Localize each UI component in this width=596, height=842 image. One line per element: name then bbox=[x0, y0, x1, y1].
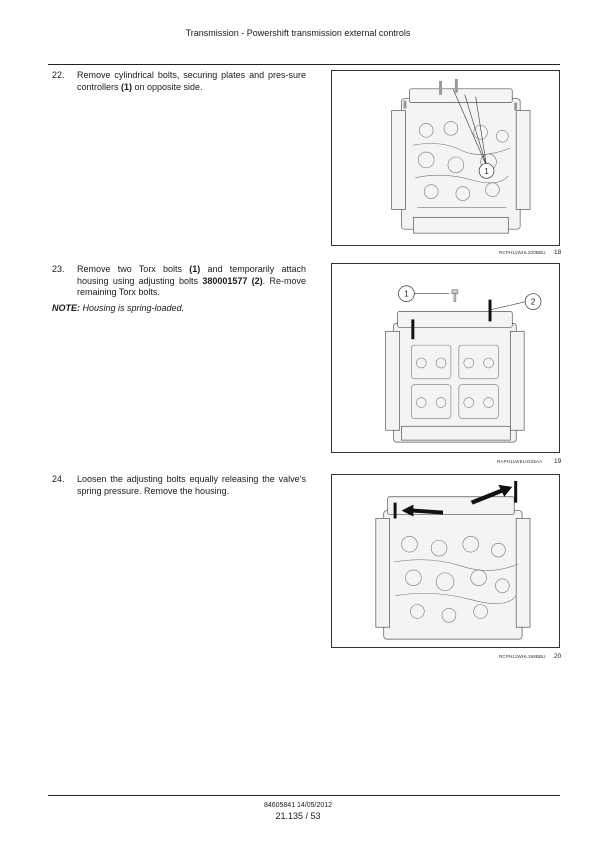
footer-document-reference: 84605841 14/05/2012 bbox=[263, 802, 333, 809]
step-24 bbox=[52, 474, 306, 498]
housing-removal-drawing bbox=[332, 475, 559, 647]
step-text: Remove cylindrical bolts, securing plates and pres-sure controllers (1) on opposite side. bbox=[77, 70, 306, 92]
step-number: 23. bbox=[52, 264, 65, 274]
figure-20-number: 20 bbox=[554, 653, 562, 660]
figure-20-code: RCPH11WHL198BBU bbox=[499, 654, 546, 659]
callout-1-label: 1 bbox=[484, 166, 489, 176]
figure-20-image bbox=[331, 474, 560, 648]
step-text: Loosen the adjusting bolts equally releasing the valve’s spring pressure. Remove the housing. bbox=[77, 474, 306, 496]
note-label: NOTE: bbox=[52, 303, 80, 313]
step-22 bbox=[52, 70, 306, 94]
step-23 bbox=[52, 264, 306, 300]
figure-18-number: 18 bbox=[554, 249, 562, 256]
transmission-housing-torx-drawing bbox=[332, 264, 559, 452]
transmission-valve-block-drawing bbox=[332, 71, 559, 245]
figure-19-number: 19 bbox=[554, 458, 562, 465]
note-text: Housing is spring-loaded. bbox=[82, 303, 185, 313]
step-number: 24. bbox=[52, 474, 65, 484]
footer-page-number: 21.135 / 53 bbox=[275, 811, 321, 821]
step-text: Remove two Torx bolts (1) and temporarily attach housing using adjusting bolts 380001577 (2). Re-move remaining Torx bolts. bbox=[77, 264, 307, 298]
figure-18-code: RCPH11WHL200BBU bbox=[499, 250, 546, 255]
figure-19-image bbox=[331, 263, 560, 453]
step-number: 22. bbox=[52, 70, 65, 80]
footer-divider bbox=[48, 795, 560, 796]
header-divider bbox=[48, 64, 560, 65]
callout-2-label: 2 bbox=[530, 297, 536, 307]
page-header-title: Transmission - Powershift transmission external controls bbox=[185, 28, 411, 38]
note-spring-loaded bbox=[52, 303, 184, 313]
figure-19-code: RAPH11WEL0325AA bbox=[497, 459, 543, 464]
callout-1-label: 1 bbox=[404, 289, 409, 299]
figure-18-image bbox=[331, 70, 560, 246]
